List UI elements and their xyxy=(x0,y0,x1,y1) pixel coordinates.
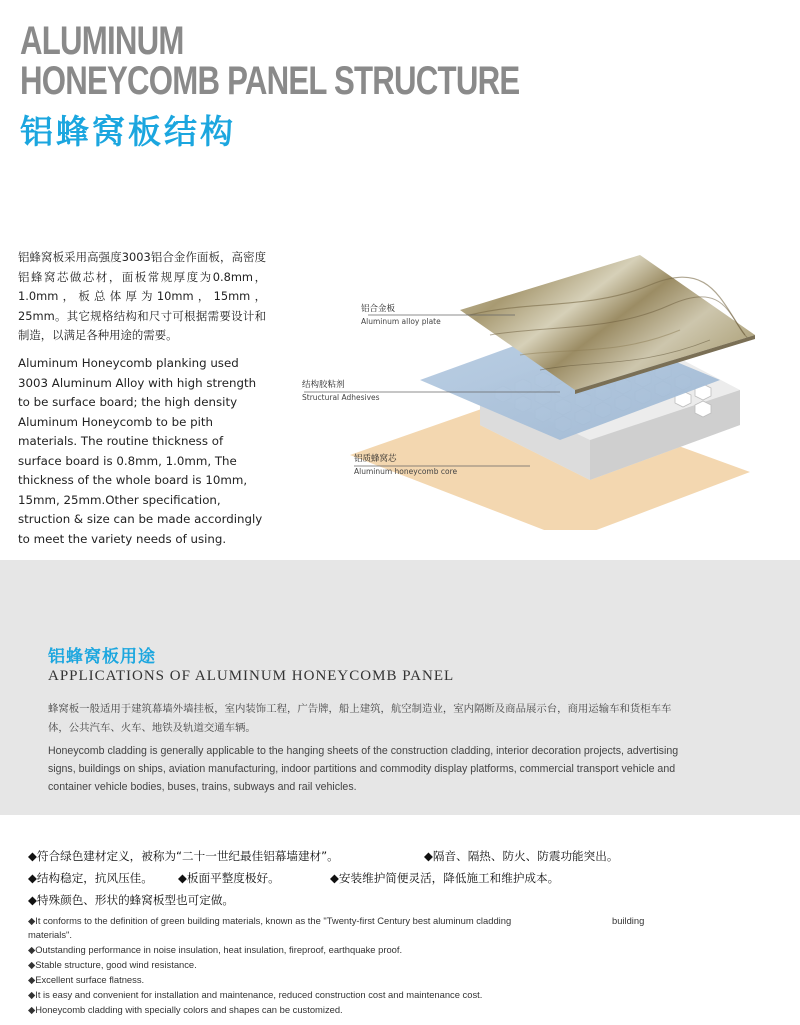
label-plate-en: Aluminum alloy plate xyxy=(361,317,441,326)
label-adhesive-en: Structural Adhesives xyxy=(302,393,380,402)
feature-en-1-cont: materials". xyxy=(28,929,72,940)
applications-title-en: APPLICATIONS OF ALUMINUM HONEYCOMB PANEL xyxy=(48,668,455,684)
page-title-line1: ALUMINUM xyxy=(20,19,184,63)
label-plate-cn: 铝合金板 xyxy=(361,304,396,314)
feature-cn-5: ◆安装维护简便灵活，降低施工和维护成本。 xyxy=(330,871,560,885)
feature-en-2: ◆Outstanding performance in noise insulation, heat insulation, fireproof, earthquake proof. xyxy=(28,944,403,955)
feature-cn-6: ◆特殊颜色、形状的蜂窝板型也可定做。 xyxy=(28,893,235,907)
intro-text-cn: 铝蜂窝板采用高强度3003铝合金作面板，高密度铝蜂窝芯做芯材，面板常规厚度为0.8mm，1.0mm，板总体厚为10mm，15mm，25mm。其它规格结构和尺寸可根据需要设计和制造，以满足各种用途的需要。 xyxy=(18,250,266,342)
label-core-cn: 铝质蜂窝芯 xyxy=(354,454,397,464)
feature-en-4: ◆Excellent surface flatness. xyxy=(28,974,145,985)
intro-text-en: Aluminum Honeycomb planking used 3003 Aluminum Alloy with high strength to be surface board; the high density Aluminum Honeycomb to be pith materials. The routine thickness of surface board is 0.8mm, 1.0mm, The thickness of the whole board is 10mm, 15mm, 25mm.Other specification, struction & size can be made accordingly to meet the variety needs of using. xyxy=(18,356,263,546)
feature-en-5: ◆It is easy and convenient for installation and maintenance, reduced construction cost and maintenance cost. xyxy=(28,989,483,1000)
applications-title-cn: 铝蜂窝板用途 xyxy=(48,647,156,667)
feature-cn-3: ◆结构稳定，抗风压佳。 xyxy=(28,871,153,885)
feature-en-6: ◆Honeycomb cladding with specially colors and shapes can be customized. xyxy=(28,1004,343,1015)
applications-body-en: Honeycomb cladding is generally applicable to the hanging sheets of the construction cladding, interior decoration projects, advertising signs, buildings on ships, aviation manufacturing, indoor partitions and commodity display platforms, commercial transport vehicle and container vehicle bodies, buses, trains, subways and rail vehicles. xyxy=(48,745,679,793)
label-core-en: Aluminum honeycomb core xyxy=(354,467,458,476)
page-title-line2: HONEYCOMB PANEL STRUCTURE xyxy=(20,59,520,103)
feature-cn-4: ◆板面平整度极好。 xyxy=(178,871,280,885)
page-title-cn: 铝蜂窝板结构 xyxy=(20,112,236,151)
feature-cn-1: ◆符合绿色建材定义，被称为“二十一世纪最佳铝幕墙建材”。 xyxy=(28,849,339,863)
feature-cn-2: ◆隔音、隔热、防火、防震功能突出。 xyxy=(424,849,619,863)
applications-body-cn: 蜂窝板一般适用于建筑幕墙外墙挂板，室内装饰工程，广告牌，船上建筑，航空制造业，室内隔断及商品展示台，商用运输车和货柜车车体，公共汽车、火车、地铁及轨道交通车辆。 xyxy=(48,703,672,734)
feature-en-3: ◆Stable structure, good wind resistance. xyxy=(28,959,197,970)
feature-en-1: ◆It conforms to the definition of green building materials, known as the "Twenty-first Century best aluminum cladding xyxy=(28,915,512,926)
label-adhesive-cn: 结构胶粘剂 xyxy=(302,380,345,390)
panel-structure-diagram xyxy=(290,240,790,530)
feature-en-1-tail: building xyxy=(612,915,645,926)
